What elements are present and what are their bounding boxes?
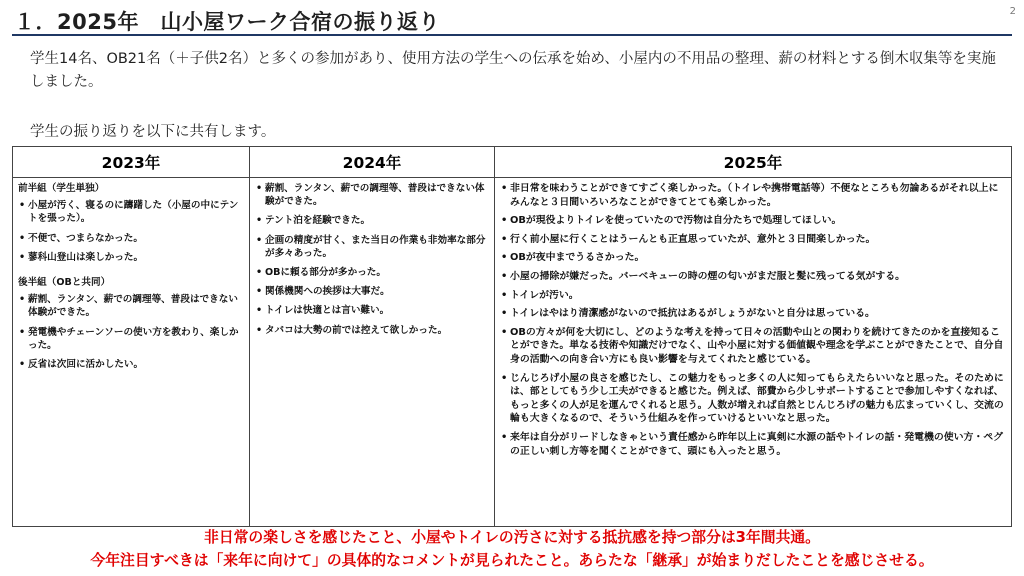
share-statement: 学生の振り返りを以下に共有します。 bbox=[30, 124, 276, 140]
conclusion-line-1: 非日常の楽しさを感じたこと、小屋やトイレの汚さに対する抵抗感を持つ部分は3年間共通。 bbox=[204, 529, 820, 546]
list-item: • 企画の精度が甘く、また当日の作業も非効率な部分が多々あった。 bbox=[255, 234, 489, 260]
table-row bbox=[13, 178, 1012, 527]
list-item: • OBに頼る部分が多かった。 bbox=[255, 266, 489, 279]
list-item: • タバコは大勢の前では控えて欲しかった。 bbox=[255, 324, 489, 337]
intro-paragraph: 学生14名、OB21名（＋子供2名）と多くの参加があり、使用方法の学生への伝承を始め、小屋内の不用品の整理、薪の材料とする倒木収集等を実施しました。 bbox=[30, 51, 996, 90]
title-underline bbox=[12, 34, 1012, 36]
header-2024: 2024年 bbox=[250, 147, 495, 178]
list-item: • 関係機関への挨拶は大事だ。 bbox=[255, 285, 489, 298]
list-item: • トイレが汚い。 bbox=[500, 289, 1006, 303]
list-item: • 小屋が汚く、寝るのに躊躇した（小屋の中にテントを張った）。 bbox=[18, 199, 244, 225]
list-item: • 不便で、つまらなかった。 bbox=[18, 232, 244, 245]
table-header-row bbox=[13, 147, 1012, 178]
cell-2024 bbox=[250, 178, 495, 527]
list-item: • 反省は次回に活かしたい。 bbox=[18, 358, 244, 371]
list-item: • 来年は自分がリードしなきゃという責任感から昨年以上に真剣に水源の話やトイレの話・発電機の使い方・ペグの正しい刺し方等を聞くことができて、頭にも入ったと思う。 bbox=[500, 431, 1006, 458]
cell-2023 bbox=[13, 178, 250, 527]
list-item: • 小屋の掃除が嫌だった。バーベキューの時の煙の匂いがまだ服と髪に残ってる気がする。 bbox=[500, 270, 1006, 284]
header-2023: 2023年 bbox=[13, 147, 250, 178]
list-item: • 発電機やチェーンソーの使い方を教わり、楽しかった。 bbox=[18, 326, 244, 352]
list-item: • テント泊を経験できた。 bbox=[255, 214, 489, 227]
header-2025: 2025年 bbox=[495, 147, 1012, 178]
list-item: • トイレはやはり清潔感がないので抵抗はあるがしょうがないと自分は思っている。 bbox=[500, 307, 1006, 321]
group-second-half-title: 後半組（OBと共同） bbox=[18, 277, 111, 289]
conclusion-line-2: 今年注目すべきは「来年に向けて」の具体的なコメントが見られたこと。あらたな「継承」が始まりだしたことを感じさせる。 bbox=[90, 552, 934, 569]
slide-title: １．2025年 山小屋ワーク合宿の振り返り bbox=[14, 10, 440, 34]
page-number: 2 bbox=[1009, 6, 1016, 17]
list-item: • OBが現役よりトイレを使っていたので汚物は自分たちで処理してほしい。 bbox=[500, 214, 1006, 228]
reflection-table bbox=[12, 146, 1012, 527]
list-item: • OBの方々が何を大切にし、どのような考えを持って日々の活動や山との関わりを続けてきたのかを直接知ることができた。単なる技術や知識だけでなく、山や小屋に対する価値観や理念を学ぶことができたことで、自分自身の活動への向き合い方にも良い影響を与えてくれたと感じている。 bbox=[500, 326, 1006, 367]
list-item: • じんじろげ小屋の良さを感じたし、この魅力をもっと多くの人に知ってもらえたらいいなと思った。そのためには、部としてもう少し工夫ができると感じた。例えば、部費から少しサポートすることで参加しやすくなれば、もっと多くの人が足を運んでくれると思う。人数が増えれば自然とじんじろげの魅力も広まっていくし、交流の輪も大きくなるので、そういう仕組みを作っていけるといいなと思った。 bbox=[500, 372, 1006, 426]
list-item: • 行く前小屋に行くことはうーんとも正直思っていたが、意外と３日間楽しかった。 bbox=[500, 233, 1006, 247]
group-first-half-title: 前半組（学生単独） bbox=[18, 183, 105, 194]
list-item: • OBが夜中までうるさかった。 bbox=[500, 251, 1006, 265]
list-item: • 薪割、ランタン、薪での調理等、普段はできない体験ができた。 bbox=[255, 182, 489, 208]
list-item: • 薪割、ランタン、薪での調理等、普段はできない体験ができた。 bbox=[18, 293, 244, 319]
list-item: • トイレは快適とは言い難い。 bbox=[255, 304, 489, 317]
cell-2025 bbox=[495, 178, 1012, 527]
list-item: • 非日常を味わうことができてすごく楽しかった。（トイレや携帯電話等）不便なところも勿論あるがそれ以上にみんなと３日間いろいろなことができてとても楽しかった。 bbox=[500, 182, 1006, 209]
list-item: • 蓼科山登山は楽しかった。 bbox=[18, 251, 244, 264]
